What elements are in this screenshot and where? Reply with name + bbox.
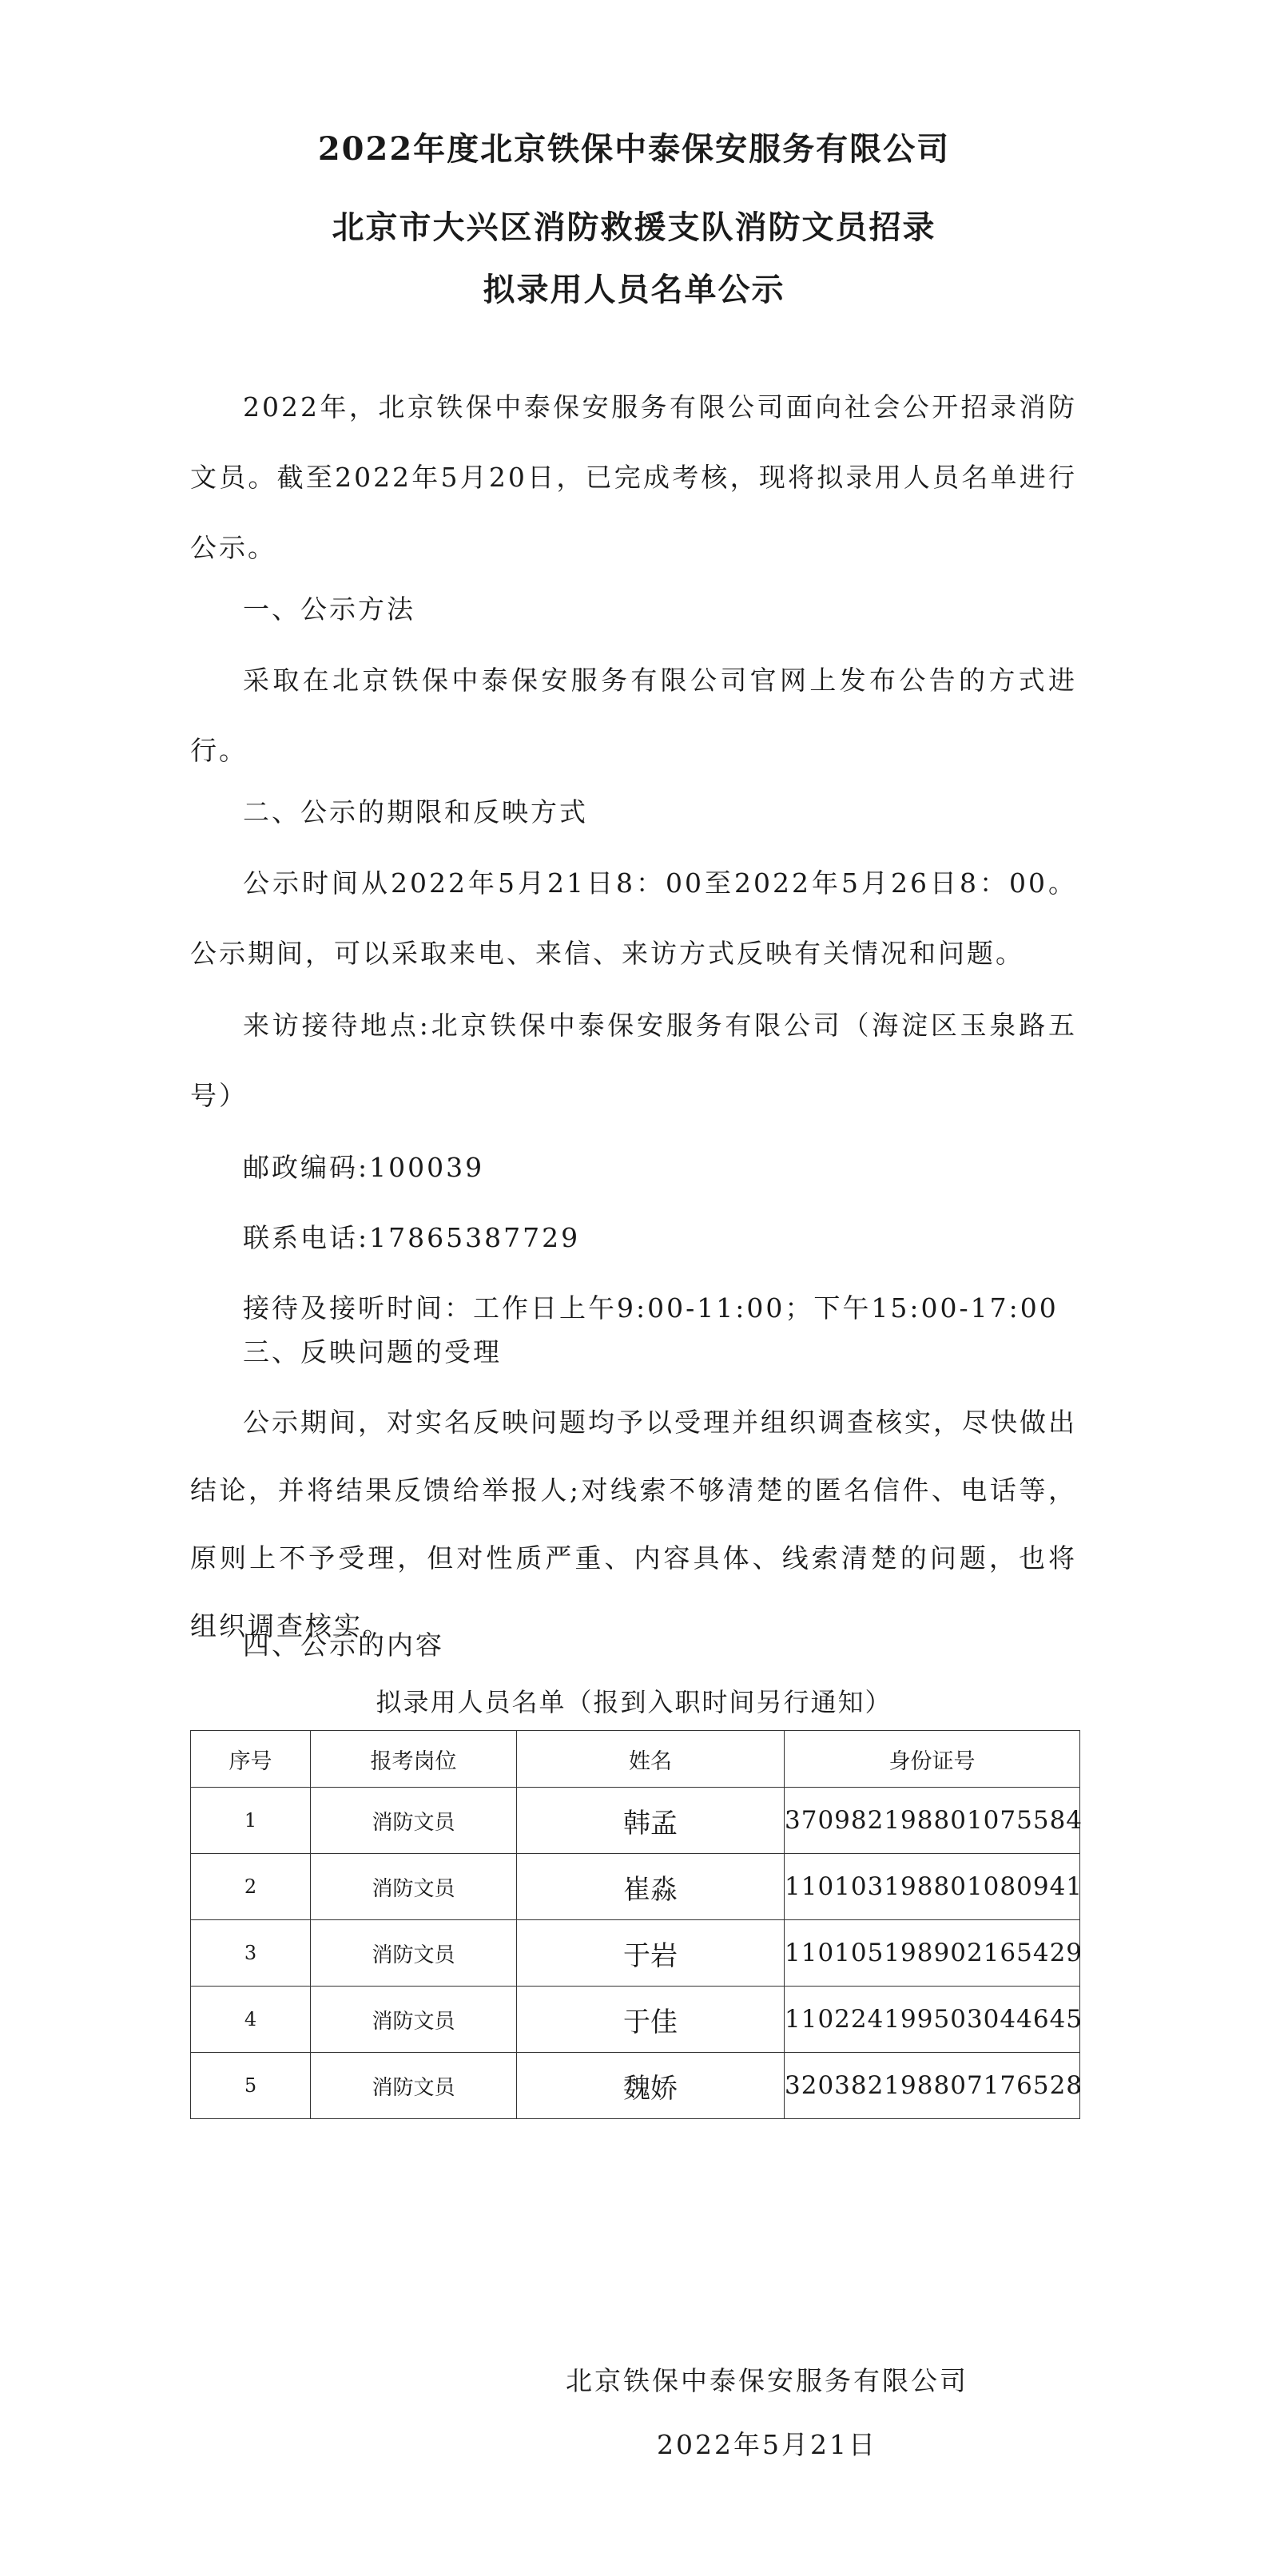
table-row <box>191 1987 1080 2053</box>
section-1-text: 采取在北京铁保中泰保安服务有限公司官网上发布公告的方式进行。 <box>190 665 1077 766</box>
title-line-3: 拟录用人员名单公示 <box>483 271 785 308</box>
cell-index: 3 <box>191 1920 311 1987</box>
header-id: 身份证号 <box>785 1731 1080 1788</box>
section-3-text: 公示期间，对实名反映问题均予以受理并组织调查核实，尽快做出结论，并将结果反馈给举报人;对线索不够清楚的匿名信件、电话等，原则上不予受理，但对性质严重、内容具体、线索清楚的问题，也将组织调查核实。 <box>190 1407 1077 1641</box>
cell-id: 110224199503044645 <box>785 1987 1080 2053</box>
signature-date: 2022年5月21日 <box>657 2429 877 2460</box>
section-2-period: 公示时间从2022年5月21日8：00至2022年5月26日8：00。公示期间，可以采取来电、来信、来访方式反映有关情况和问题。 <box>190 867 1077 969</box>
section-1-heading: 一、公示方法 <box>243 593 415 625</box>
header-position: 报考岗位 <box>311 1731 517 1788</box>
section-2-heading: 二、公示的期限和反映方式 <box>243 796 588 828</box>
cell-position: 消防文员 <box>311 1788 517 1854</box>
cell-index: 2 <box>191 1854 311 1920</box>
cell-index: 5 <box>191 2053 311 2119</box>
table-row <box>191 1788 1080 1854</box>
cell-name: 于佳 <box>517 1987 785 2053</box>
cell-name: 魏娇 <box>517 2053 785 2119</box>
title-line-2: 北京市大兴区消防救援支队消防文员招录 <box>332 208 936 246</box>
cell-position: 消防文员 <box>311 1920 517 1987</box>
cell-id: 370982198801075584 <box>785 1788 1080 1854</box>
cell-id: 320382198807176528 <box>785 2053 1080 2119</box>
cell-id: 110105198902165429 <box>785 1920 1080 1987</box>
table-caption: 拟录用人员名单（报到入职时间另行通知） <box>376 1687 892 1717</box>
cell-name: 于岩 <box>517 1920 785 1987</box>
table-row <box>191 1920 1080 1987</box>
header-name: 姓名 <box>517 1731 785 1788</box>
cell-position: 消防文员 <box>311 1987 517 2053</box>
cell-name: 韩孟 <box>517 1788 785 1854</box>
signature-org: 北京铁保中泰保安服务有限公司 <box>566 2365 968 2396</box>
cell-name: 崔淼 <box>517 1854 785 1920</box>
section-2-phone: 联系电话:17865387729 <box>243 1222 581 1253</box>
roster-table <box>190 1730 1083 2119</box>
title-line-1: 2022年度北京铁保中泰保安服务有限公司 <box>317 130 951 168</box>
cell-index: 4 <box>191 1987 311 2053</box>
table-row <box>191 2053 1080 2119</box>
table-header-row <box>191 1731 1080 1788</box>
section-4-heading: 四、公示的内容 <box>243 1629 444 1661</box>
section-2-hours: 接待及接听时间：工作日上午9:00-11:00；下午15:00-17:00 <box>243 1292 1059 1324</box>
intro-paragraph: 2022年，北京铁保中泰保安服务有限公司面向社会公开招录消防文员。截至2022年5月20日，已完成考核，现将拟录用人员名单进行公示。 <box>190 391 1077 563</box>
section-2-postcode: 邮政编码:100039 <box>243 1152 485 1183</box>
table-row <box>191 1854 1080 1920</box>
section-3-heading: 三、反映问题的受理 <box>243 1336 502 1367</box>
header-index: 序号 <box>191 1731 311 1788</box>
cell-index: 1 <box>191 1788 311 1854</box>
cell-position: 消防文员 <box>311 1854 517 1920</box>
section-2-address: 来访接待地点:北京铁保中泰保安服务有限公司（海淀区玉泉路五号） <box>190 1010 1077 1111</box>
cell-position: 消防文员 <box>311 2053 517 2119</box>
cell-id: 110103198801080941 <box>785 1854 1080 1920</box>
